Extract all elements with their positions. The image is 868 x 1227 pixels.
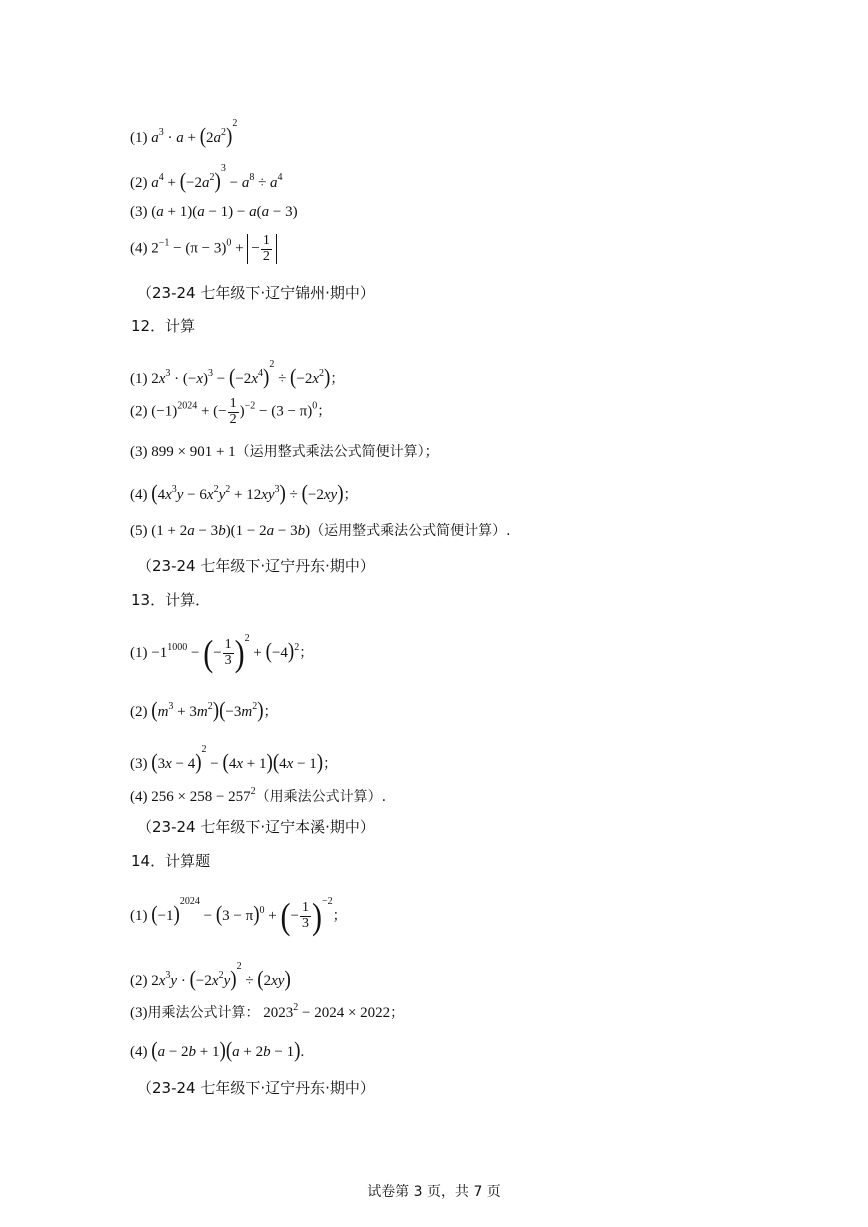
q14-source: （23-24 七年级下·辽宁丹东·期中） — [137, 1079, 375, 1097]
item-number: (2) — [130, 973, 148, 989]
item-number: (2) — [130, 403, 148, 420]
q14-title: 14．计算题 — [131, 852, 211, 870]
q13-source: （23-24 七年级下·辽宁本溪·期中） — [137, 818, 375, 836]
q11-item-2: (2) $a^4 + (-2a^2)^3 - a^8 \div a^4$ — [130, 163, 283, 194]
item-number: (2) — [130, 175, 148, 191]
item-number: (1) — [130, 908, 148, 924]
q12-item-3: (3) 899 × 901 + 1（运用整式乘法公式简便计算）； — [130, 444, 439, 460]
item-number: (4) — [130, 487, 148, 503]
item-number: (4) — [130, 240, 148, 257]
q13-item-4: (4) $256 \times 258 - 257^2$（用乘法公式计算）. — [130, 786, 387, 805]
q12-item-4: (4) $(4x^3y - 6x^2y^2 + 12xy^3) \div (-2xy)$； — [130, 481, 358, 506]
q13-item-1: $(1) -1^{1000}$ − (− $\frac{1}{3}$ )$^2 + (-4)^2$； — [130, 632, 314, 674]
item-number: (3) — [130, 1005, 148, 1021]
q11-source: （23-24 七年级下·辽宁锦州·期中） — [137, 284, 375, 302]
item-number: (3) — [130, 756, 148, 772]
q14-item-2: (2) $2x^3y \cdot (-2x^2y)^2 \div (2xy)$ — [130, 961, 291, 992]
q14-item-3: (3)用乘法公式计算： $2023^2 - 2024 \times 2022$； — [130, 1002, 405, 1021]
q11-item-1: (1) $a^3 \cdot a + (2a^2)^2$ — [130, 118, 238, 149]
q12-note-3: （运用整式乘法公式简便计算）； — [235, 444, 439, 460]
item-number: (4) — [130, 1044, 148, 1060]
q12-source: （23-24 七年级下·辽宁丹东·期中） — [137, 557, 375, 575]
q11-item-4: (4) $2^{-1} - (\pi - 3)^0$ + − $\frac{1}{2}$ — [130, 234, 277, 264]
q12-title: 12．计算 — [131, 317, 196, 335]
page-footer: 试卷第 3 页，共 7 页 — [367, 1184, 501, 1200]
q14-label-3: 用乘法公式计算： — [147, 1005, 260, 1021]
item-number: (1) — [130, 645, 148, 661]
item-number: (5) — [130, 523, 148, 539]
q14-item-4: (4) (a − 2b + 1)(a + 2b − 1). — [130, 1038, 305, 1063]
q11-item-3: (3) (a + 1)(a − 1) − a(a − 3) — [130, 204, 298, 220]
item-number: (3) — [130, 444, 148, 460]
item-number: (3) — [130, 204, 148, 220]
item-number: (1) — [130, 371, 148, 387]
q13-item-2: (2) $(m^3 + 3m^2)(-3m^2)$； — [130, 698, 278, 723]
item-number: (1) — [130, 130, 148, 146]
q12-item-5: (5) (1 + 2a − 3b)(1 − 2a − 3b)（运用整式乘法公式简便计算）. — [130, 523, 511, 539]
q13-title: 13．计算． — [131, 591, 211, 609]
q14-item-1: (1) $(-1)^{2024} - (3 - \pi)^0$ + (− $\frac{1}{3}$ )$^{-2}$； — [130, 895, 347, 937]
q13-item-3: (3) $(3x - 4)^2 - (4x + 1)(4x - 1)$； — [130, 744, 338, 775]
item-number: (2) — [130, 704, 148, 720]
item-number: (4) — [130, 789, 148, 805]
q12-note-5: （运用整式乘法公式简便计算）. — [310, 523, 511, 539]
q13-note-4: （用乘法公式计算）. — [255, 789, 387, 805]
q12-item-1: (1) $2x^3 \cdot (-x)^3 - (-2x^4)^2 \div (-2x^2)$； — [130, 359, 345, 390]
q12-item-2: (2) $(-1)^{2024}$ + (− $\frac{1}{2}$ )$^{-2} - (3 - \pi)^0$； — [130, 396, 332, 427]
